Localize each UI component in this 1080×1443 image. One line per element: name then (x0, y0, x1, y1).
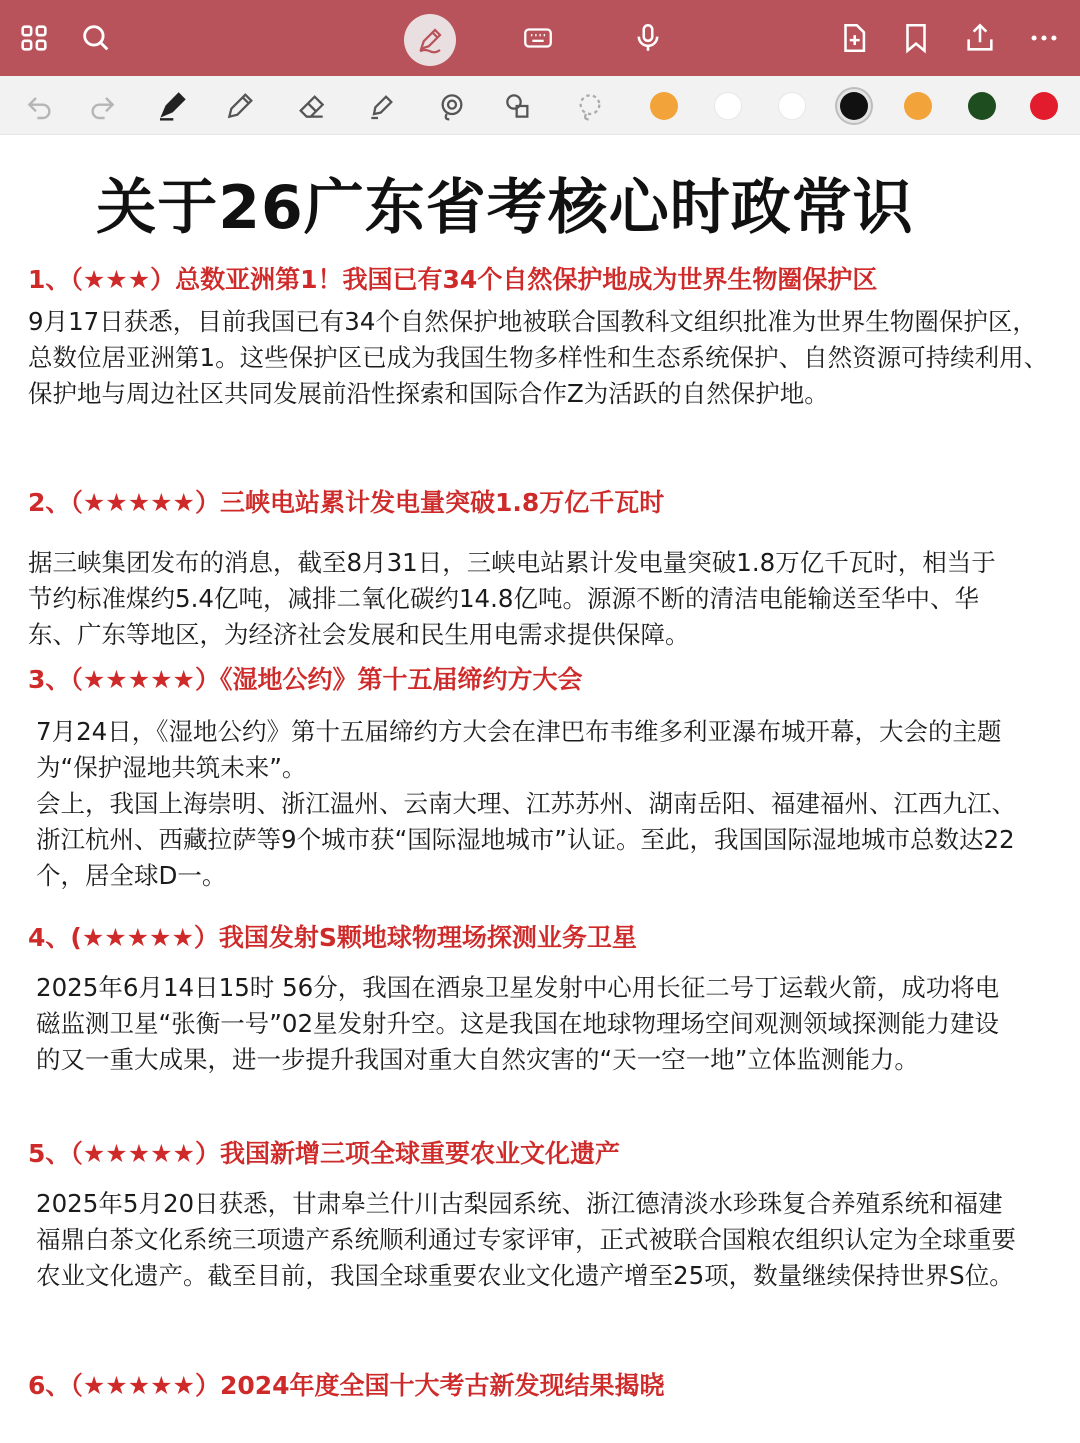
color-swatch-white[interactable] (714, 92, 742, 120)
color-swatch-green[interactable] (968, 92, 996, 120)
section-1 (28, 262, 1058, 412)
shapes-icon[interactable] (500, 88, 536, 124)
section-3 (28, 662, 1058, 894)
color-swatch-black-selected[interactable] (840, 92, 868, 120)
eraser-icon[interactable] (294, 88, 330, 124)
highlighter-icon[interactable] (364, 88, 400, 124)
add-page-icon[interactable] (834, 18, 874, 58)
section-heading: 6、（★★★★★）2024年度全国十大考古新发现结果揭晓 (28, 1371, 665, 1400)
section-heading: 2、（★★★★★）三峡电站累计发电量突破1.8万亿千瓦时 (28, 488, 665, 517)
paragraph: 9月17日获悉，目前我国已有34个自然保护地被联合国教科文组织批准为世界生物圈保护区，总数位居亚洲第1。这些保护区已成为我国生物多样性和生态系统保护、自然资源可持续利用、保护地与周边社区共同发展前沿性探索和国际合作Z为活跃的自然保护地。 (28, 307, 1049, 408)
lasso-icon[interactable] (572, 88, 608, 124)
grid-icon[interactable] (14, 18, 54, 58)
color-swatch-orange[interactable] (650, 92, 678, 120)
share-icon[interactable] (960, 18, 1000, 58)
pencil-icon[interactable] (222, 88, 258, 124)
page-title: 关于26广东省考核心时政常识 (96, 173, 914, 243)
paragraph: 2025年6月14日15时 56分，我国在酒泉卫星发射中心用长征二号丁运载火箭，成功将电磁监测卫星“张衡一号”02星发射升空。这是我国在地球物理场空间观测领域探测能力建设的又一重大成果，进一步提升我国对重大自然灾害的“天一空一地”立体监测能力。 (36, 973, 1000, 1074)
section-heading: 3、（★★★★★）《湿地公约》第十五届缔约方大会 (28, 665, 583, 694)
paragraph: 据三峡集团发布的消息，截至8月31日，三峡电站累计发电量突破1.8万亿千瓦时，相当于节约标准煤约5.4亿吨，减排二氧化碳约14.8亿吨。源源不断的清洁电能输送至华中、华东、广东等地区，为经济社会发展和民生用电需求提供保障。 (28, 548, 996, 649)
section-body (28, 714, 1016, 894)
top-toolbar (0, 0, 1080, 76)
section-body (28, 304, 1058, 412)
section-heading: 4、(★★★★★）我国发射S颗地球物理场探测业务卫星 (28, 923, 637, 952)
keyboard-icon[interactable] (518, 18, 558, 58)
section-body (28, 1186, 1016, 1294)
bookmark-icon[interactable] (896, 18, 936, 58)
section-body (28, 545, 1018, 653)
color-swatch-orange[interactable] (904, 92, 932, 120)
section-heading: 1、（★★★）总数亚洲第1！我国已有34个自然保护地成为世界生物圈保护区 (28, 265, 878, 294)
redo-icon[interactable] (84, 88, 120, 124)
paragraph: 会上，我国上海崇明、浙江温州、云南大理、江苏苏州、湖南岳阳、福建福州、江西九江、浙江杭州、西藏拉萨等9个城市获“国际湿地城市”认证。至此，我国国际湿地城市总数达22个，居全球D一。 (36, 789, 1016, 890)
fountain-pen-icon[interactable] (154, 88, 190, 124)
microphone-icon[interactable] (628, 18, 668, 58)
color-swatch-white[interactable] (778, 92, 806, 120)
pen-mode-button[interactable] (404, 14, 456, 66)
section-6 (28, 1368, 1058, 1404)
more-icon[interactable] (1024, 18, 1064, 58)
search-icon[interactable] (76, 18, 116, 58)
paragraph: 2025年5月20日获悉，甘肃皋兰什川古梨园系统、浙江德清淡水珍珠复合养殖系统和福建福鼎白茶文化系统三项遗产系统顺利通过专家评审，正式被联合国粮农组织认定为全球重要农业文化遗产。截至目前，我国全球重要农业文化遗产增至25项，数量继续保持世界S位。 (36, 1189, 1016, 1290)
undo-icon[interactable] (22, 88, 58, 124)
pen-icon (415, 25, 445, 55)
section-5 (28, 1136, 1058, 1294)
lasso-shape-icon[interactable] (434, 88, 470, 124)
section-heading: 5、（★★★★★）我国新增三项全球重要农业文化遗产 (28, 1139, 620, 1168)
section-4 (28, 920, 1058, 1078)
section-2 (28, 485, 1058, 653)
color-swatch-red[interactable] (1030, 92, 1058, 120)
paragraph: 7月24日，《湿地公约》第十五届缔约方大会在津巴布韦维多利亚瀑布城开幕，大会的主题为“保护湿地共筑未来”。 (36, 717, 1002, 782)
section-body (28, 970, 1016, 1078)
